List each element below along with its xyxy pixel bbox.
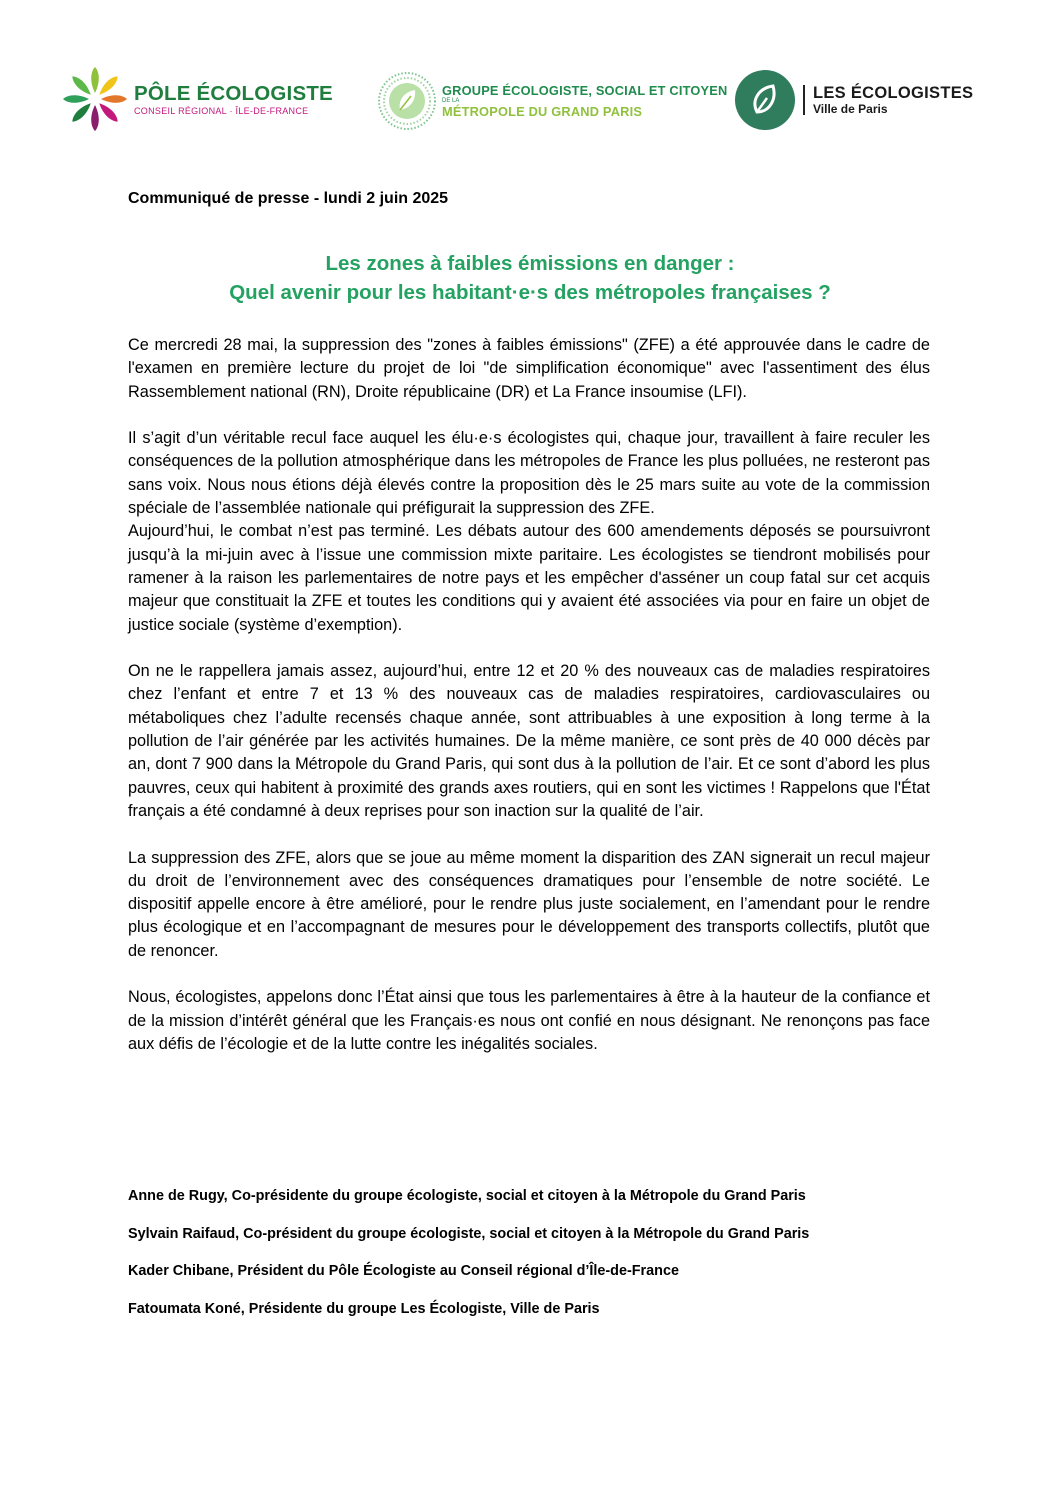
metropole-logo-small: DE LA [442, 98, 460, 104]
ecologistes-leaf-icon [735, 70, 795, 130]
metropole-logo-line2: MÉTROPOLE DU GRAND PARIS [442, 104, 643, 119]
paragraph-6: Nous, écologistes, appelons donc l’État ainsi que tous les parlementaires à être à la hauteur de la confiance et de la mission d’intérêt général que les Français·es nous ont confié en nous désignant. Ne renonçons pas face aux défis de l’écologie et de la lutte contre les inégalités sociales. [128, 988, 930, 1053]
metropole-group-logo [378, 72, 727, 130]
paragraph-3: Aujourd’hui, le combat n’est pas terminé. Les débats autour des 600 amendements déposés se poursuivront jusqu’à la mi-juin avec à l’issue une commission mixte paritaire. Les écologistes se tiendront mobilisés pour ramener à la raison les parlementaires de notre pays et les empêcher d'asséner un coup fatal sur cet acquis majeur que constituait la ZFE et toutes les conditions qui y avaient été associées via pour en faire un objet de justice sociale (système d’exemption). [128, 522, 930, 634]
signatory: Sylvain Raifaud, Co-président du groupe écologiste, social et citoyen à la Métropole du Grand Paris [128, 1225, 810, 1242]
ecologistes-logo-title: LES ÉCOLOGISTES [813, 84, 974, 102]
paragraph-5: La suppression des ZFE, alors que se joue au même moment la disparition des ZAN signerait un recul majeur du droit de l’environnement avec des conséquences dramatiques pour l’ensemble de notre société. Le dispositif appelle encore à être amélioré, pour le rendre plus juste socialement, en l’amendant pour le rendre plus écologique et en l’accompagnant de mesures pour le développement des transports collectifs, plutôt que de renoncer. [128, 848, 930, 960]
pole-ecologiste-logo [60, 64, 333, 134]
paragraph-1: Ce mercredi 28 mai, la suppression des "zones à faibles émissions" (ZFE) a été approuvée dans le cadre de l'examen en première lecture du projet de loi "de simplification économique" avec l'assentiment des élus Rassemblement national (RN), Droite républicaine (DR) et La France insoumise (LFI). [128, 336, 930, 401]
document-title [128, 249, 932, 307]
title-line-2: Quel avenir pour les habitant·e·s des métropoles françaises ? [229, 281, 831, 304]
signatories [128, 1186, 948, 1336]
pole-logo-title: PÔLE ÉCOLOGISTE [134, 81, 333, 105]
metropole-logo-line1: GROUPE ÉCOLOGISTE, SOCIAL ET CITOYEN [442, 83, 728, 98]
paragraph-2: Il s’agit d’un véritable recul face auquel les élu·e·s écologistes qui, chaque jour, travaillent à faire reculer les conséquences de la pollution atmosphérique dans les métropoles de France les plus polluées, ne resteront pas sans voix. Nous nous étions déjà élevés contre la proposition dès le 25 mars suite au vote de la commission spéciale de l’assemblée nationale qui préfigurait la suppression des ZFE. [128, 429, 930, 518]
pole-logo-subtitle: CONSEIL RÉGIONAL · ÎLE-DE-FRANCE [134, 105, 309, 116]
ecologistes-logo-subtitle: Ville de Paris [813, 102, 888, 116]
signatory: Fatoumata Koné, Présidente du groupe Les Écologiste, Ville de Paris [128, 1300, 600, 1317]
logo-divider [803, 85, 805, 115]
flower-icon [60, 64, 130, 134]
title-line-1: Les zones à faibles émissions en danger : [325, 252, 735, 275]
les-ecologistes-logo [735, 70, 973, 130]
leaf-globe-icon [378, 72, 436, 130]
document-body [128, 334, 930, 1056]
signatory: Kader Chibane, Président du Pôle Écologiste au Conseil régional d’Île-de-France [128, 1263, 679, 1279]
signatory: Anne de Rugy, Co-présidente du groupe écologiste, social et citoyen à la Métropole du Grand Paris [128, 1188, 806, 1204]
paragraph-4: On ne le rappellera jamais assez, aujourd’hui, entre 12 et 20 % des nouveaux cas de maladies respiratoires chez l’enfant et entre 7 et 13 % des nouveaux cas de maladies respiratoires, cardiovasculaires ou métaboliques chez l’adulte recensés chaque année, sont attribuables à une exposition à long terme à la pollution de l’air générée par les activités humaines. De la même manière, ce sont près de 40 000 décès par an, dont 7 900 dans la Métropole du Grand Paris, qui sont dus à la pollution de l’air. Et ce sont d’abord les plus pauvres, ceux qui habitent à proximité des grands axes routiers, qui en sont les victimes ! Rappelons que l'État français a été condamné à deux reprises pour son inaction sur la qualité de l’air. [128, 662, 930, 820]
header-logos [0, 62, 1060, 137]
press-release-date: Communiqué de presse - lundi 2 juin 2025 [128, 190, 449, 207]
